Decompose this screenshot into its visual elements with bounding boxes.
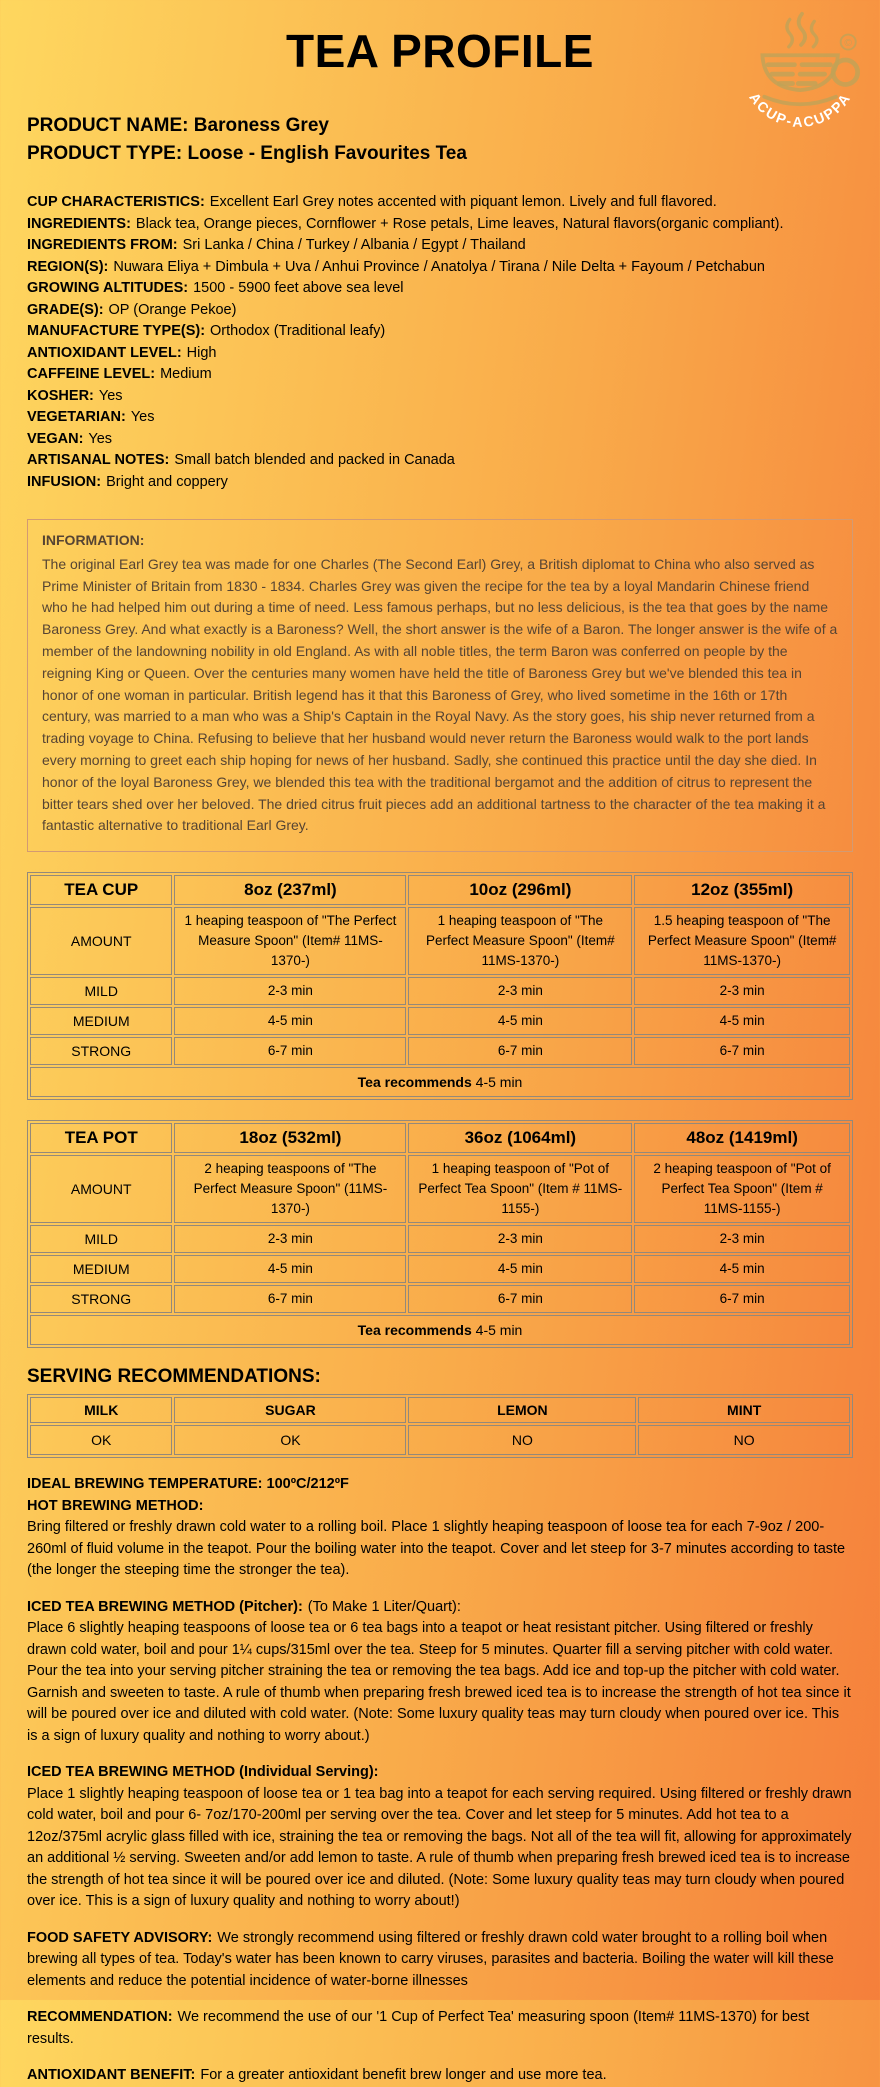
spec-artisanal-notes: [27, 450, 853, 472]
row-label: STRONG: [30, 1037, 172, 1065]
row-label: AMOUNT: [30, 907, 172, 975]
tea-pot-header-48oz: 48oz (1419ml): [634, 1123, 850, 1153]
tea-cup-footer-row: [30, 1067, 850, 1097]
tea-pot-header: TEA POT: [30, 1123, 172, 1153]
product-name-value: Baroness Grey: [193, 115, 329, 136]
spec-value: Nuwara Eliya + Dimbula + Uva / Anhui Province / Anatolya / Tirana / Nile Delta + Fayoum / Petchabun: [113, 258, 765, 275]
iced-pitcher-paragraph: Place 6 slightly heaping teaspoons of loose tea or 6 tea bags into a teapot or heat resistant pitcher. Using filtered or freshly drawn cold water, boil and pour 1¼ cups/315ml over the tea. Steep for 5 minutes. Quarter fill a serving pitcher with cold water. Pour the tea into your serving pitcher straining the tea or removing the tea bags. Add ice and top-up the pitcher with cold water. Garnish and sweeten to taste. A rule of thumb when preparing fresh brewed iced tea is to increase the strength of hot tea since it will be poured over ice and diluted with cold water. (Note: Some luxury quality teas may turn cloudy when poured over ice. This is a sign of luxury quality and nothing to worry about.): [27, 1620, 851, 1744]
serving-header-lemon: LEMON: [408, 1397, 636, 1423]
spec-growing-altitudes: [27, 278, 853, 300]
tea-cup-header-12oz: 12oz (355ml): [634, 875, 850, 905]
tea-cup-recommendation: [30, 1067, 850, 1097]
tea-pot-header-row: [30, 1123, 850, 1153]
spec-value: Yes: [130, 409, 155, 425]
tea-cup-header-row: [30, 875, 850, 905]
amount-12oz: 1.5 heaping teaspoon of "The Perfect Measure Spoon" (Item# 11MS-1370-): [634, 907, 850, 975]
tea-pot-header-36oz: 36oz (1064ml): [408, 1123, 632, 1153]
spec-regions: [27, 257, 853, 279]
spec-value: OP (Orange Pekoe): [108, 301, 237, 318]
amount-36oz: 1 heaping teaspoon of "Pot of Perfect Tea Spoon" (Item # 11MS-1155-): [408, 1155, 632, 1223]
brewing-section: [27, 1474, 853, 2087]
serving-recommendations-heading: SERVING RECOMMENDATIONS:: [27, 1366, 321, 1388]
row-label: MEDIUM: [30, 1255, 172, 1283]
strong-8oz: 6-7 min: [174, 1037, 406, 1065]
tea-cup-header-10oz: 10oz (296ml): [408, 875, 632, 905]
spec-antioxidant-level: [27, 343, 853, 365]
tea-cup-header: TEA CUP: [30, 875, 172, 905]
spec-value: Bright and coppery: [106, 473, 228, 490]
tea-cup-mild-row: [30, 977, 850, 1005]
steam-icon: [799, 14, 805, 45]
iced-individual-heading: ICED TEA BREWING METHOD (Individual Serving):: [27, 1764, 379, 1781]
product-type-value: Loose - English Favourites Tea: [187, 143, 467, 164]
recommends-rest: 4-5 min: [471, 1074, 523, 1091]
tea-cup-table: [27, 872, 853, 1100]
amount-18oz: 2 heaping teaspoons of "The Perfect Measure Spoon" (11MS-1370-): [174, 1155, 406, 1223]
spec-label: INGREDIENTS:: [27, 215, 131, 232]
spec-cup-characteristics: [27, 192, 853, 214]
mild-12oz: 2-3 min: [634, 977, 850, 1005]
steam-icon: [787, 19, 792, 46]
iced-individual-paragraph: Place 1 slightly heaping teaspoon of loose tea or 1 tea bag into a teapot for each serving required. Using filtered or freshly drawn cold water, boil and pour 6- 7oz/170-200ml per serving over the tea. Cover and let steep for 5 minutes. Add hot tea to a 12oz/375ml acrylic glass filled with ice, straining the tea or removing the bags. Not all of the tea will fit, allowing for approximately an additional ½ serving. Sweeten and/or add lemon to taste. A rule of thumb when preparing fresh brewed iced tea is to increase the strength of hot tea since it will be poured over ice and diluted. (Note: Some luxury quality teas may turn cloudy when poured over ice. This is a sign of luxury quality and nothing to worry about!): [27, 1785, 852, 1910]
medium-18oz: 4-5 min: [174, 1255, 406, 1283]
hot-brewing-heading: HOT BREWING METHOD:: [27, 1497, 204, 1514]
spec-label: VEGETARIAN:: [27, 409, 126, 425]
information-box: [27, 519, 853, 852]
medium-8oz: 4-5 min: [174, 1007, 406, 1035]
product-block: [27, 112, 853, 168]
spec-value: High: [186, 344, 217, 361]
spec-kosher: [27, 386, 853, 408]
spec-label: CUP CHARACTERISTICS:: [27, 194, 205, 210]
antioxidant-benefit-label: ANTIOXIDANT BENEFIT:: [27, 2067, 196, 2084]
spec-label: KOSHER:: [27, 387, 94, 404]
strong-10oz: 6-7 min: [408, 1037, 632, 1065]
steam-icon: [811, 21, 816, 46]
strong-48oz: 6-7 min: [634, 1285, 850, 1313]
spec-label: CAFFEINE LEVEL:: [27, 366, 156, 382]
tea-cup-header-8oz: 8oz (237ml): [174, 875, 406, 905]
teacup-icon: [762, 14, 857, 105]
recommendation-label: RECOMMENDATION:: [27, 2009, 173, 2026]
copyright-symbol: ©: [844, 37, 853, 49]
serving-header-milk: MILK: [30, 1397, 172, 1423]
iced-pitcher-heading: ICED TEA BREWING METHOD (Pitcher):: [27, 1598, 303, 1615]
strong-36oz: 6-7 min: [408, 1285, 632, 1313]
mild-10oz: 2-3 min: [408, 977, 632, 1005]
spec-list: [27, 192, 853, 493]
product-type-label: PRODUCT TYPE:: [27, 143, 183, 164]
spec-vegetarian: [27, 407, 853, 429]
serving-table: [27, 1394, 853, 1458]
medium-48oz: 4-5 min: [634, 1255, 850, 1283]
mild-48oz: 2-3 min: [634, 1225, 850, 1253]
spec-label: INGREDIENTS FROM:: [27, 237, 178, 253]
spec-label: ANTIOXIDANT LEVEL:: [27, 344, 182, 361]
spec-value: Sri Lanka / China / Turkey / Albania / Egypt / Thailand: [182, 237, 526, 253]
spec-value: Small batch blended and packed in Canada: [174, 452, 455, 468]
serving-milk-value: OK: [30, 1425, 172, 1455]
amount-48oz: 2 heaping teaspoon of "Pot of Perfect Tea Spoon" (Item # 11MS-1155-): [634, 1155, 850, 1223]
food-safety-advisory: [27, 1928, 853, 1993]
mild-8oz: 2-3 min: [174, 977, 406, 1005]
row-label: MILD: [30, 1225, 172, 1253]
food-safety-body: We strongly recommend using filtered or freshly drawn cold water brought to a rolling boil when brewing all types of tea. Today's water has been known to carry viruses, parasites and bacteria. Boiling the water will kill these elements and reduce the potential incidence of water-borne illnesses: [27, 1929, 834, 1989]
mild-36oz: 2-3 min: [408, 1225, 632, 1253]
tea-pot-strong-row: [30, 1285, 850, 1313]
iced-pitcher-heading-line: [27, 1597, 853, 1619]
food-safety-label: FOOD SAFETY ADVISORY:: [27, 1929, 213, 1946]
medium-10oz: 4-5 min: [408, 1007, 632, 1035]
serving-mint-value: NO: [638, 1425, 850, 1455]
spec-manufacture-type: [27, 321, 853, 343]
recommends-bold: Tea recommends: [357, 1074, 472, 1091]
tea-pot-medium-row: [30, 1255, 850, 1283]
product-type-line: [27, 140, 853, 168]
logo-arc-text: ACUP-ACUPPA: [746, 89, 854, 131]
tea-cup-medium-row: [30, 1007, 850, 1035]
spec-label: MANUFACTURE TYPE(S):: [27, 323, 206, 339]
serving-header-row: [30, 1397, 850, 1423]
information-heading: INFORMATION:: [42, 532, 145, 548]
spec-value: Yes: [88, 430, 113, 447]
logo-arc-text-wrap: [746, 90, 854, 131]
saucer: [764, 97, 836, 105]
mild-18oz: 2-3 min: [174, 1225, 406, 1253]
tea-pot-header-18oz: 18oz (532ml): [174, 1123, 406, 1153]
serving-header-mint: MINT: [638, 1397, 850, 1423]
product-name-label: PRODUCT NAME:: [27, 115, 189, 136]
spec-label: VEGAN:: [27, 430, 84, 447]
tea-pot-table: [27, 1120, 853, 1348]
spec-label: REGION(S):: [27, 258, 109, 275]
spec-ingredients: [27, 214, 853, 236]
serving-lemon-value: NO: [408, 1425, 636, 1455]
recommends-bold: Tea recommends: [357, 1322, 472, 1339]
spec-vegan: [27, 429, 853, 451]
product-name-line: [27, 112, 853, 140]
tea-pot-footer-row: [30, 1315, 850, 1345]
row-label: MILD: [30, 977, 172, 1005]
amount-8oz: 1 heaping teaspoon of "The Perfect Measure Spoon" (Item# 11MS-1370-): [174, 907, 406, 975]
recommendation-line: [27, 2007, 853, 2050]
serving-sugar-value: OK: [174, 1425, 406, 1455]
spec-value: Medium: [160, 366, 212, 382]
iced-pitcher-subheading: (To Make 1 Liter/Quart):: [307, 1598, 461, 1615]
amount-10oz: 1 heaping teaspoon of "The Perfect Measure Spoon" (Item# 11MS-1370-): [408, 907, 632, 975]
ideal-brewing-temperature: IDEAL BREWING TEMPERATURE: 100ºC/212ºF: [27, 1476, 349, 1493]
tea-pot-recommendation: [30, 1315, 850, 1345]
information-body: The original Earl Grey tea was made for one Charles (The Second Earl) Grey, a British diplomat to China who also served as Prime Minister of Britain from 1830 - 1834. Charles Grey was given the recipe for the tea by a loyal Mandarin Chinese friend who he had helped him out during a time of need. Less famous perhaps, but no less delicious, is the tea that goes by the name Baroness Grey. And what exactly is a Baroness? Well, the short answer is the wife of a Baron. The longer answer is the wife of a member of the landowning nobility in old England. As with all noble titles, the term Baron was conferred on people by the reigning King or Queen. Over the centuries many women have held the title of Baroness Grey but we've blended this tea in honor of one woman in particular. British legend has it that this Baroness of Grey, who lived sometime in the 16th or 17th century, was married to a man who was a Ship's Captain in the Royal Navy. As the story goes, his ship never returned from a trading voyage to China. Refusing to believe that her husband would never return the Baroness would walk to the port lands every morning to greet each ship hoping for news of her husband. Sadly, she continued this practice until the day she died. In honor of the loyal Baroness Grey, we blended this tea with the traditional bergamot and the addition of citrus to represent the bitter tears shed over her beloved. The dried citrus fruit pieces add an additional tartness to the character of the tea making it a fantastic alternative to traditional Earl Grey.: [42, 555, 838, 834]
row-label: MEDIUM: [30, 1007, 172, 1035]
row-label: STRONG: [30, 1285, 172, 1313]
page-title: TEA PROFILE: [286, 25, 594, 77]
tea-pot-amount-row: [30, 1155, 850, 1223]
serving-values-row: [30, 1425, 850, 1455]
spec-value: Excellent Earl Grey notes accented with piquant lemon. Lively and full flavored.: [209, 194, 717, 210]
brand-logo: [736, 10, 868, 142]
tea-pot-mild-row: [30, 1225, 850, 1253]
row-label: AMOUNT: [30, 1155, 172, 1223]
spec-value: Black tea, Orange pieces, Cornflower + Rose petals, Lime leaves, Natural flavors(organic compliant).: [135, 215, 784, 232]
antioxidant-benefit-body: For a greater antioxidant benefit brew longer and use more tea.: [200, 2067, 607, 2084]
tea-cup-amount-row: [30, 907, 850, 975]
strong-18oz: 6-7 min: [174, 1285, 406, 1313]
spec-label: GRADE(S):: [27, 301, 104, 318]
recommendation-body: We recommend the use of our '1 Cup of Perfect Tea' measuring spoon (Item# 11MS-1370) for best results.: [27, 2009, 810, 2047]
strong-12oz: 6-7 min: [634, 1037, 850, 1065]
medium-36oz: 4-5 min: [408, 1255, 632, 1283]
hot-brewing-paragraph: Bring filtered or freshly drawn cold water to a rolling boil. Place 1 slightly heaping teaspoon of loose tea for each 7-9oz / 200-260ml of fluid volume in the teapot. Pour the boiling water into the teapot. Cover and let steep for 3-7 minutes according to taste (the longer the steeping time the stronger the tea).: [27, 1519, 846, 1579]
tea-cup-strong-row: [30, 1037, 850, 1065]
spec-caffeine-level: [27, 364, 853, 386]
serving-header-sugar: SUGAR: [174, 1397, 406, 1423]
spec-infusion: [27, 472, 853, 494]
spec-label: GROWING ALTITUDES:: [27, 280, 189, 296]
spec-label: INFUSION:: [27, 473, 102, 490]
antioxidant-benefit-line: [27, 2065, 853, 2087]
spec-ingredients-from: [27, 235, 853, 257]
medium-12oz: 4-5 min: [634, 1007, 850, 1035]
spec-grades: [27, 300, 853, 322]
recommends-rest: 4-5 min: [471, 1322, 523, 1339]
spec-value: Yes: [98, 387, 123, 404]
spec-value: 1500 - 5900 feet above sea level: [193, 280, 404, 296]
spec-value: Orthodox (Traditional leafy): [210, 323, 386, 339]
spec-label: ARTISANAL NOTES:: [27, 452, 170, 468]
